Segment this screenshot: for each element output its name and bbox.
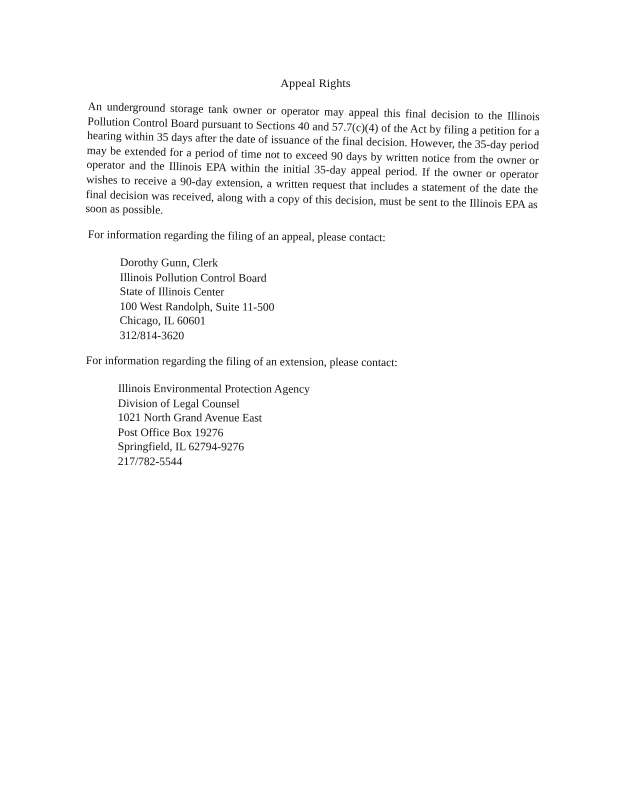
appeal-rights-paragraph: An underground storage tank owner or operator may appeal this final decision to the Illinois Pollution Control Board pursuant to Sections 40 and 57.7(c)(4) of the Act by filing a petition for a hearing within 35 days after the date of issuance of the final decision. However, the 35-day period may be extended for a period of time not to exceed 90 days by written notice from the owner or operator and the Illinois EPA within the initial 35-day appeal period. If the owner or operator wishes to receive a 90-day extension, a written request that includes a statement of the date the final decision was received, along with a copy of this decision, must be sent to the Illinois EPA as soon as possible.: [85, 100, 540, 217]
appeal-contact-phone: 312/814-3620: [119, 329, 185, 343]
appeal-contact-intro: For information regarding the filing of an appeal, please contact:: [87, 229, 386, 245]
extension-contact-street: 1021 North Grand Avenue East: [117, 412, 263, 425]
page-title: Appeal Rights: [280, 76, 351, 90]
appeal-contact-street: 100 West Randolph, Suite 11-500: [119, 300, 275, 314]
appeal-contact-building: State of Illinois Center: [119, 286, 225, 299]
extension-contact-intro: For information regarding the filing of an extension, please contact:: [85, 355, 398, 370]
extension-contact-organization: Illinois Environmental Protection Agency: [117, 383, 310, 396]
extension-contact-division: Division of Legal Counsel: [117, 397, 240, 411]
appeal-contact-name: Dorothy Gunn, Clerk: [119, 257, 219, 270]
appeal-contact-address: [120, 256, 275, 344]
appeal-contact-city: Chicago, IL 60601: [119, 315, 206, 328]
extension-contact-po-box: Post Office Box 19276: [117, 426, 224, 440]
extension-contact-phone: 217/782-5544: [117, 455, 183, 469]
extension-contact-city: Springfield, IL 62794-9276: [117, 441, 245, 454]
extension-contact-address: [118, 382, 310, 470]
appeal-contact-organization: Illinois Pollution Control Board: [119, 271, 267, 285]
